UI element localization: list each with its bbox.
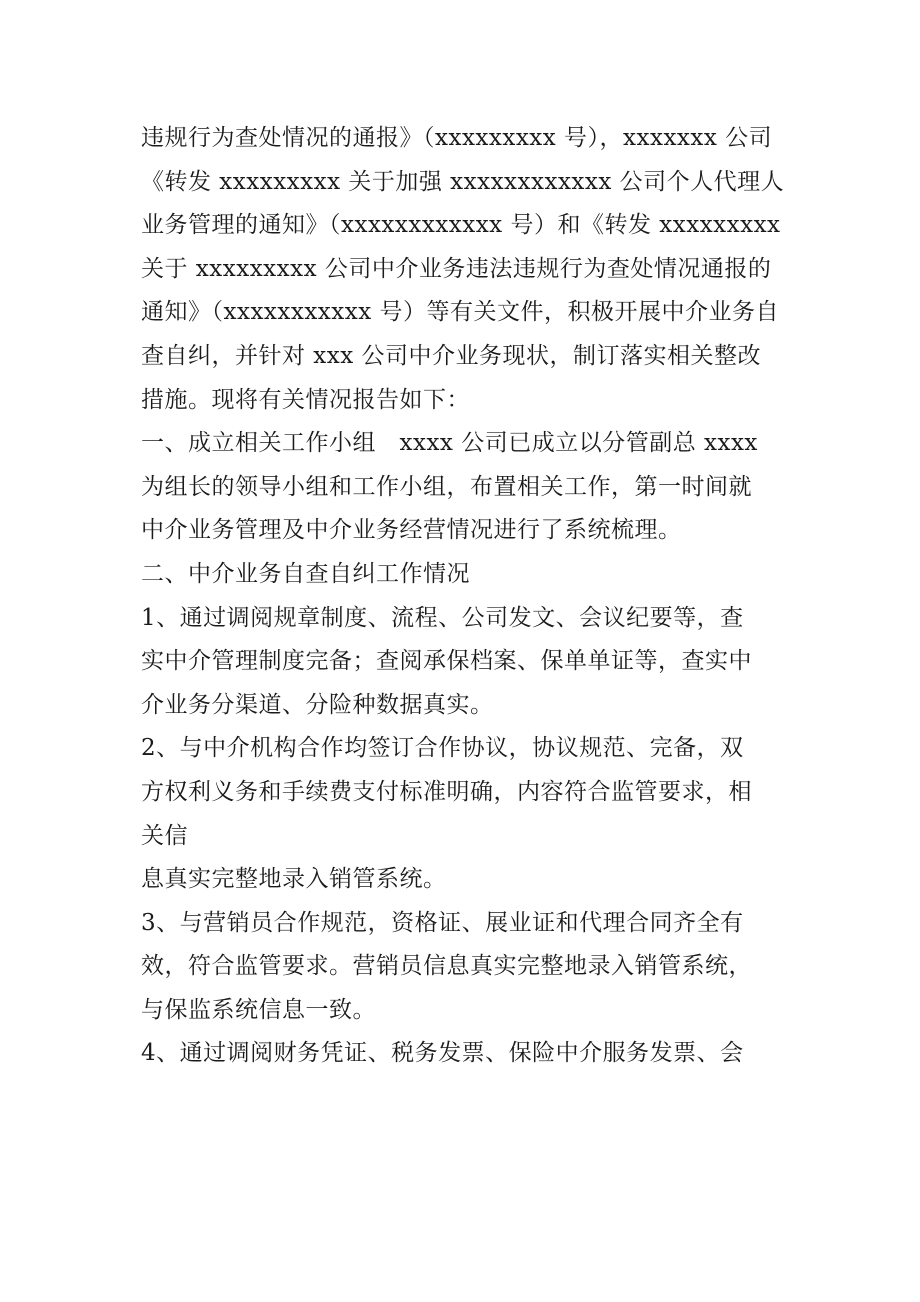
document-body: [141, 117, 791, 1076]
text-line: 措施。现将有关情况报告如下：: [141, 386, 470, 413]
text-line: 通知》（xxxxxxxxxxx 号）等有关文件，积极开展中介业务自: [141, 299, 779, 326]
text-line: 违规行为查处情况的通报》（xxxxxxxxx 号），xxxxxxx 公司: [141, 125, 773, 151]
list-item-1: 1、通过调阅规章制度、流程、公司发文、会议纪要等，查: [141, 604, 744, 631]
text-line: 与保监系统信息一致。: [141, 996, 376, 1023]
text-line: 效，符合监管要求。营销员信息真实完整地录入销管系统，: [141, 953, 752, 980]
text-line: 《转发 xxxxxxxxx 关于加强 xxxxxxxxxxxx 公司个人代理人: [141, 168, 785, 195]
text-line: 关于 xxxxxxxxx 公司中介业务违法违规行为查处情况通报的: [141, 255, 772, 282]
list-item-4: 4、通过调阅财务凭证、税务发票、保险中介服务发票、会: [141, 1040, 744, 1067]
section-heading-2: 二、中介业务自查自纠工作情况: [141, 560, 470, 587]
section-heading-1: 一、成立相关工作小组 xxxx 公司已成立以分管副总 xxxx: [141, 430, 758, 457]
text-line: 介业务分渠道、分险种数据真实。: [141, 691, 494, 718]
text-line: 为组长的领导小组和工作小组，布置相关工作，第一时间就: [141, 473, 752, 500]
text-line: 息真实完整地录入销管系统。: [141, 866, 447, 893]
text-line: 关信: [141, 822, 188, 849]
list-item-3: 3、与营销员合作规范，资格证、展业证和代理合同齐全有: [141, 909, 744, 936]
text-line: 方权利义务和手续费支付标准明确，内容符合监管要求，相: [141, 778, 752, 805]
text-line: 中介业务管理及中介业务经营情况进行了系统梳理。: [141, 517, 682, 544]
list-item-2: 2、与中介机构合作均签订合作协议，协议规范、完备，双: [141, 735, 744, 762]
text-line: 查自纠，并针对 xxx 公司中介业务现状，制订落实相关整改: [141, 342, 762, 369]
text-line: 业务管理的通知》（xxxxxxxxxxxx 号）和《转发 xxxxxxxxx: [141, 212, 781, 239]
text-line: 实中介管理制度完备；查阅承保档案、保单单证等，查实中: [141, 648, 752, 675]
